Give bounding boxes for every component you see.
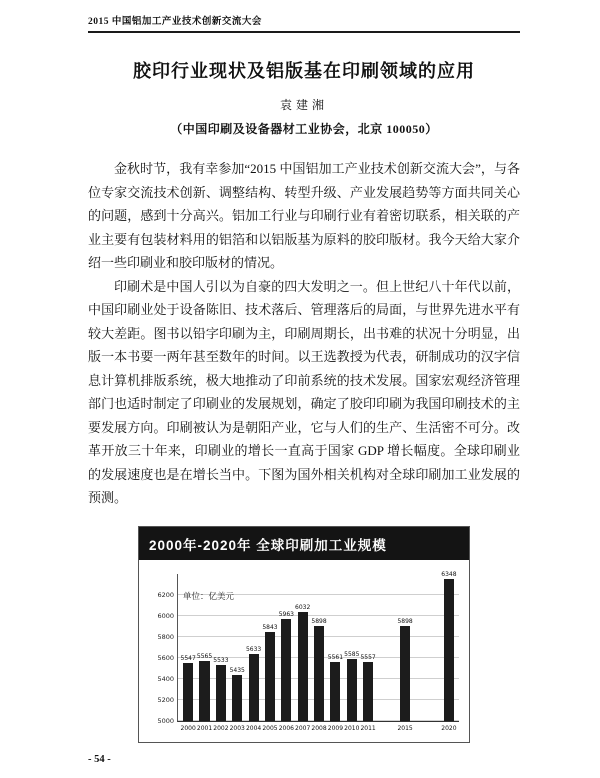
bar bbox=[400, 626, 410, 720]
author-affiliation: （中国印刷及设备器材工业协会，北京 100050） bbox=[170, 122, 438, 136]
bar-group-2015 bbox=[397, 574, 413, 732]
bar-value-label: 5843 bbox=[262, 624, 278, 631]
bar-value-label: 5633 bbox=[245, 646, 262, 654]
bar-value-label: 5561 bbox=[327, 653, 344, 661]
bar-value-label: 5898 bbox=[311, 618, 327, 626]
bar bbox=[216, 665, 226, 721]
y-tick-label: 5200 bbox=[157, 695, 174, 704]
bar bbox=[265, 632, 275, 721]
bar-value-label: 5533 bbox=[213, 656, 229, 664]
bar bbox=[444, 579, 454, 721]
bar-group-2006 bbox=[278, 574, 294, 732]
bar-value-label: 6032 bbox=[295, 604, 311, 612]
y-tick-label: 6200 bbox=[157, 590, 174, 599]
x-tick-label: 2006 bbox=[278, 724, 294, 732]
bar-group-2004 bbox=[245, 574, 262, 732]
x-tick-label: 2001 bbox=[196, 724, 213, 732]
bar-group-2009 bbox=[327, 574, 344, 732]
chart-plot-wrap bbox=[157, 570, 459, 732]
chart-unit-label: 单位：亿美元 bbox=[183, 590, 235, 601]
bar-value-label: 5565 bbox=[196, 653, 213, 661]
x-tick-label: 2005 bbox=[262, 724, 278, 732]
bar-group-2007 bbox=[295, 574, 311, 732]
y-tick-label: 5400 bbox=[157, 674, 174, 683]
bar-value-label: 5435 bbox=[229, 666, 245, 674]
bar bbox=[281, 619, 291, 720]
bar-group-2010 bbox=[344, 574, 360, 732]
x-tick-label: 2009 bbox=[327, 724, 344, 732]
page-content bbox=[88, 13, 520, 743]
axis-gap bbox=[376, 720, 397, 721]
bar-value-label: 5585 bbox=[344, 651, 360, 659]
bar bbox=[330, 662, 340, 721]
y-tick-label: 5600 bbox=[157, 653, 174, 662]
y-tick-label: 5000 bbox=[157, 716, 174, 725]
bar-value-label: 5963 bbox=[278, 611, 294, 619]
bar bbox=[183, 663, 193, 720]
bar-value-label: 5898 bbox=[397, 618, 413, 626]
article-body bbox=[88, 157, 520, 510]
bar bbox=[199, 661, 209, 720]
x-tick-label: 2003 bbox=[229, 724, 245, 732]
bar bbox=[298, 612, 308, 720]
x-tick-label: 2000 bbox=[180, 724, 196, 732]
bar bbox=[249, 654, 259, 720]
x-tick-label: 2008 bbox=[311, 724, 327, 732]
article-title: 胶印行业现状及铝版基在印刷领域的应用 bbox=[133, 61, 475, 81]
bar-value-label: 5547 bbox=[180, 655, 196, 663]
bar bbox=[232, 675, 242, 721]
page-number: - 54 - bbox=[88, 754, 111, 765]
bar bbox=[347, 659, 357, 720]
bar bbox=[363, 662, 373, 720]
x-tick-label: 2002 bbox=[213, 724, 229, 732]
bar-group-2005 bbox=[262, 574, 278, 732]
x-tick-label: 2020 bbox=[441, 724, 457, 732]
bar-group-2008 bbox=[311, 574, 327, 732]
chart-figure bbox=[138, 526, 470, 743]
bar-value-label: 6348 bbox=[441, 570, 457, 578]
paragraph: 印刷术是中国人引以为自豪的四大发明之一。但上世纪八十年代以前，中国印刷业处于设备陈旧、技术落后、管理落后的局面，与世界先进水平有较大差距。图书以铅字印刷为主，印刷周期长，出书难的状况十分明显，出版一本书要一两年甚至数年的时间。以王选教授为代表，研制成功的汉字信息计算机排版系统，极大地推动了印前系统的技术发展。国家宏观经济管理部门也适时制定了印刷业的发展规划，确定了胶印印刷为我国印刷技术的主要发展方向。印刷被认为是朝阳产业，它与人们的生产、生活密不可分。改革开放三十年来，印刷业的增长一直高于国家 GDP 增长幅度。全球印刷业的发展速度也是在增长当中。下图为国外相关机构对全球印刷加工业发展的预测。 bbox=[88, 278, 520, 505]
header-rule bbox=[88, 31, 520, 33]
bar-group-2011 bbox=[360, 574, 376, 732]
x-tick-label: 2010 bbox=[344, 724, 360, 732]
x-tick-label: 2011 bbox=[360, 724, 376, 732]
x-tick-label: 2004 bbox=[245, 724, 262, 732]
author-name: 袁建湘 bbox=[279, 98, 328, 112]
x-tick-label: 2007 bbox=[295, 724, 311, 732]
axis-gap bbox=[413, 720, 440, 721]
paragraph: 金秋时节，我有幸参加“2015 中国铝加工产业技术创新交流大会”，与各位专家交流技术创新、调整结构、转型升级、产业发展趋势等方面共同关心的问题，感到十分高兴。铝加工行业与印刷行业有着密切联系，相关联的产业主要有包装材料用的铝箔和以铝版基为原料的胶印版材。我今天给大家介绍一些印刷业和胶印版材的情况。 bbox=[88, 161, 520, 270]
y-tick-label: 6000 bbox=[157, 611, 174, 620]
running-head: 2015 中国铝加工产业技术创新交流大会 bbox=[88, 17, 262, 27]
chart-title: 2000年-2020年 全球印刷加工业规模 bbox=[139, 527, 469, 560]
bar-value-label: 5557 bbox=[360, 654, 376, 662]
bar bbox=[314, 626, 324, 720]
bar-group-2020 bbox=[441, 570, 457, 732]
y-tick-label: 5800 bbox=[157, 632, 174, 641]
x-tick-label: 2015 bbox=[397, 724, 413, 732]
